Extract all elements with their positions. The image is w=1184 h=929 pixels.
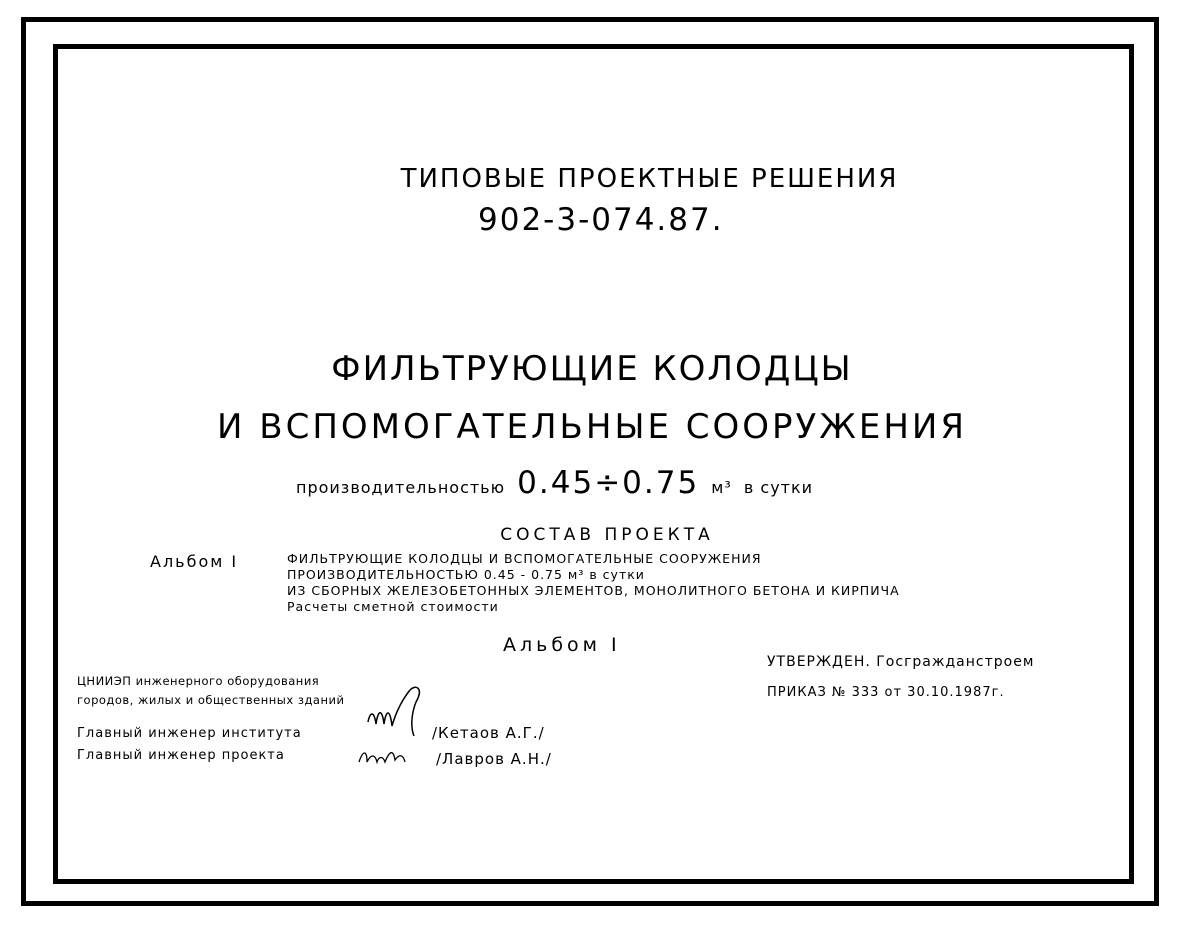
project-code: 902-3-074.87. — [478, 202, 724, 238]
organization-line-1: ЦНИИЭП инженерного оборудования — [77, 674, 320, 688]
handwritten-signature — [360, 682, 435, 742]
contents-heading: СОСТАВ ПРОЕКТА — [500, 525, 714, 545]
approval-order: ПРИКАЗ № 333 от 30.10.1987г. — [767, 685, 1005, 700]
capacity-suffix: в сутки — [743, 478, 814, 497]
organization-line-2: городов, жилых и общественных зданий — [77, 693, 345, 707]
series-title: ТИПОВЫЕ ПРОЕКТНЫЕ РЕШЕНИЯ — [400, 164, 899, 194]
signatory-role: Главный инженер проекта — [77, 748, 285, 763]
capacity-unit: м³ — [711, 478, 732, 497]
document-title-line-1: ФИЛЬТРУЮЩИЕ КОЛОДЦЫ — [331, 349, 853, 389]
signatory-name: /Лавров А.Н./ — [436, 750, 552, 768]
capacity-prefix: производительностью — [296, 478, 506, 497]
approval-authority: УТВЕРЖДЕН. Госгражданстроем — [767, 654, 1035, 670]
album-description-line: ПРОИЗВОДИТЕЛЬНОСТЬЮ 0.45 - 0.75 м³ в сутки — [287, 567, 645, 582]
document-title-line-2: И ВСПОМОГАТЕЛЬНЫЕ СООРУЖЕНИЯ — [217, 407, 967, 447]
album-label: Альбом I — [150, 552, 239, 571]
signatory-name: /Кетаов А.Г./ — [432, 724, 545, 742]
capacity-range: 0.45÷0.75 — [517, 465, 700, 501]
handwritten-signature — [355, 744, 415, 770]
album-description-line: Расчеты сметной стоимости — [287, 599, 499, 614]
album-description-line: ФИЛЬТРУЮЩИЕ КОЛОДЦЫ И ВСПОМОГАТЕЛЬНЫЕ СООРУЖЕНИЯ — [287, 551, 762, 566]
capacity-line — [296, 465, 814, 501]
signatory-role: Главный инженер института — [77, 726, 302, 741]
album-description-line: ИЗ СБОРНЫХ ЖЕЛЕЗОБЕТОННЫХ ЭЛЕМЕНТОВ, МОНОЛИТНОГО БЕТОНА И КИРПИЧА — [287, 583, 900, 598]
current-album: Альбом I — [503, 634, 621, 656]
